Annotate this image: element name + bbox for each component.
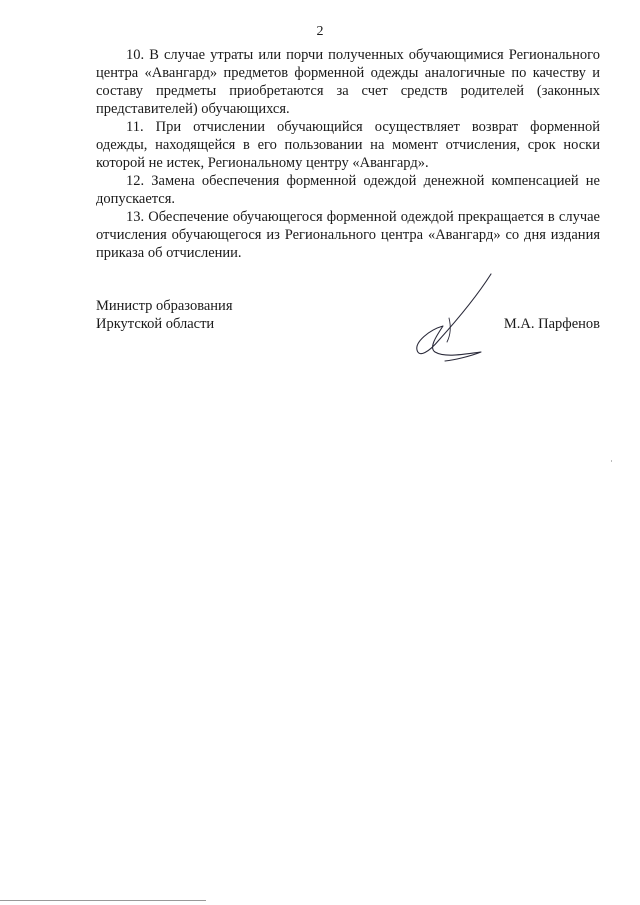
paragraph-10: 10. В случае утраты или порчи полученных обучающимися Регионального центра «Авангард» предметов форменной одежды аналогичные по качеству и составу предметы приобретаются за счет средств родителей (законных представителей) обучающихся. xyxy=(96,47,600,117)
scan-artifact-dot xyxy=(611,460,612,462)
signatory-position-line2: Иркутской области xyxy=(96,316,215,332)
paragraph-11: 11. При отчислении обучающийся осуществляет возврат форменной одежды, находящейся в его пользовании на момент отчисления, срок носки которой не истек, Региональному центру «Авангард». xyxy=(96,119,600,171)
page-number: 2 xyxy=(316,24,324,39)
handwritten-signature xyxy=(405,268,505,368)
signatory-name: М.А. Парфенов xyxy=(503,316,600,332)
signatory-position xyxy=(96,297,232,333)
scan-artifact-line xyxy=(0,900,206,901)
signatory-position-line1: Министр образования xyxy=(96,298,233,314)
paragraph-12: 12. Замена обеспечения форменной одеждой денежной компенсацией не допускается. xyxy=(96,173,600,207)
document-body xyxy=(96,46,600,262)
paragraph-13: 13. Обеспечение обучающегося форменной одеждой прекращается в случае отчисления обучающегося из Регионального центра «Авангард» со дня издания приказа об отчислении. xyxy=(96,209,600,261)
